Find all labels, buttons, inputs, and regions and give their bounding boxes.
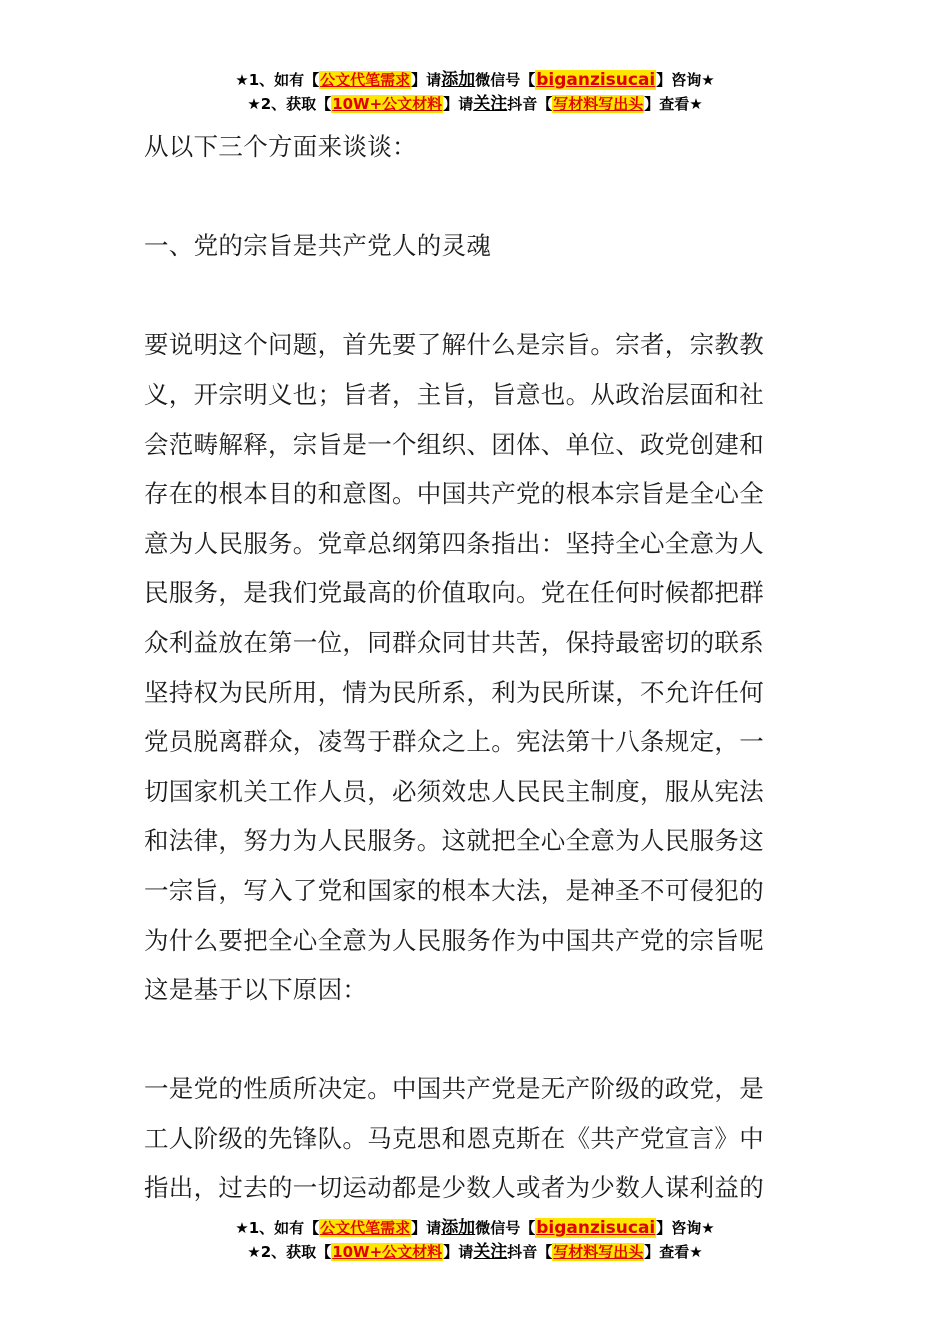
banner-line-1 xyxy=(0,68,950,92)
highlight-materials: 10W+公文材料 xyxy=(332,1243,443,1261)
banner-text: 】查看 xyxy=(644,1243,690,1261)
banner-text: 】咨询 xyxy=(656,1219,702,1237)
banner-text: 2、获取【 xyxy=(260,1243,332,1261)
star-icon: ★ xyxy=(247,95,261,113)
highlight-materials: 10W+公文材料 xyxy=(332,95,443,113)
text-line: 众利益放在第一位，同群众同甘共苦，保持最密切的联系 xyxy=(144,627,764,657)
banner-text: 抖音【 xyxy=(507,1243,553,1261)
paragraph-2 xyxy=(144,1064,809,1213)
banner-text: 】请 xyxy=(411,71,442,89)
banner-text: 微信号【 xyxy=(475,71,536,89)
text-line: 和法律，努力为人民服务。这就把全心全意为人民服务这 xyxy=(144,826,764,856)
star-icon: ★ xyxy=(701,1219,715,1237)
highlight-wechat-id: biganzisucai xyxy=(536,1218,656,1238)
banner-text: 抖音【 xyxy=(507,95,553,113)
banner-text: 1、如有【 xyxy=(248,71,320,89)
star-icon: ★ xyxy=(701,71,715,89)
banner-line-2 xyxy=(0,1240,950,1264)
text-line: 工人阶级的先锋队。马克思和恩克斯在《共产党宣言》中 xyxy=(144,1123,764,1153)
document-body xyxy=(144,122,809,1213)
banner-text: 】请 xyxy=(443,1243,474,1261)
banner-line-2 xyxy=(0,92,950,116)
banner-text: 】咨询 xyxy=(656,71,702,89)
text-line: 党员脱离群众，凌驾于群众之上。宪法第十八条规定，一 xyxy=(144,727,764,757)
highlight-douyin-account: 写材料写出头 xyxy=(553,95,644,113)
text-line: 存在的根本目的和意图。中国共产党的根本宗旨是全心全 xyxy=(144,479,764,509)
text-line: 意为人民服务。党章总纲第四条指出：坚持全心全意为人 xyxy=(144,528,764,558)
text-line: 义，开宗明义也；旨者，主旨，旨意也。从政治层面和社 xyxy=(144,379,764,409)
highlight-wechat-id: biganzisucai xyxy=(536,70,656,90)
underline-follow: 关注 xyxy=(473,94,508,114)
underline-follow: 关注 xyxy=(473,1242,508,1262)
banner-text: 微信号【 xyxy=(475,1219,536,1237)
text-line: 为什么要把全心全意为人民服务作为中国共产党的宗旨呢 xyxy=(144,925,764,955)
banner-line-1 xyxy=(0,1216,950,1240)
paragraph-1 xyxy=(144,320,809,1014)
text-line: 一是党的性质所决定。中国共产党是无产阶级的政党，是 xyxy=(144,1074,764,1104)
underline-add: 添加 xyxy=(441,70,476,90)
text-line: 要说明这个问题，首先要了解什么是宗旨。宗者，宗教教 xyxy=(144,330,764,360)
text-line: 坚持权为民所用，情为民所系，利为民所谋，不允许任何 xyxy=(144,677,764,707)
spacer xyxy=(144,1015,809,1065)
header-banner xyxy=(0,68,950,116)
highlight-service: 公文代笔需求 xyxy=(320,1219,411,1237)
text-line: 一宗旨，写入了党和国家的根本大法，是神圣不可侵犯的 xyxy=(144,875,764,905)
highlight-douyin-account: 写材料写出头 xyxy=(553,1243,644,1261)
text-line: 会范畴解释，宗旨是一个组织、团体、单位、政党创建和 xyxy=(144,429,764,459)
underline-add: 添加 xyxy=(441,1218,476,1238)
text-line: 指出，过去的一切运动都是少数人或者为少数人谋利益的 xyxy=(144,1173,764,1203)
section-heading: 一、党的宗旨是共产党人的灵魂 xyxy=(144,231,492,261)
star-icon: ★ xyxy=(235,1219,249,1237)
banner-text: 】请 xyxy=(443,95,474,113)
banner-text: 】查看 xyxy=(644,95,690,113)
intro-line: 从以下三个方面来谈谈： xyxy=(144,132,417,161)
banner-text: 2、获取【 xyxy=(260,95,332,113)
star-icon: ★ xyxy=(247,1243,261,1261)
banner-text: 】请 xyxy=(411,1219,442,1237)
footer-banner xyxy=(0,1216,950,1264)
spacer xyxy=(144,271,809,321)
text-line: 民服务，是我们党最高的价值取向。党在任何时候都把群 xyxy=(144,578,764,608)
text-line: 切国家机关工作人员，必须效忠人民民主制度，服从宪法 xyxy=(144,776,764,806)
text-line: 这是基于以下原因： xyxy=(144,975,368,1005)
star-icon: ★ xyxy=(689,95,703,113)
spacer xyxy=(144,172,809,222)
star-icon: ★ xyxy=(689,1243,703,1261)
star-icon: ★ xyxy=(235,71,249,89)
banner-text: 1、如有【 xyxy=(248,1219,320,1237)
highlight-service: 公文代笔需求 xyxy=(320,71,411,89)
